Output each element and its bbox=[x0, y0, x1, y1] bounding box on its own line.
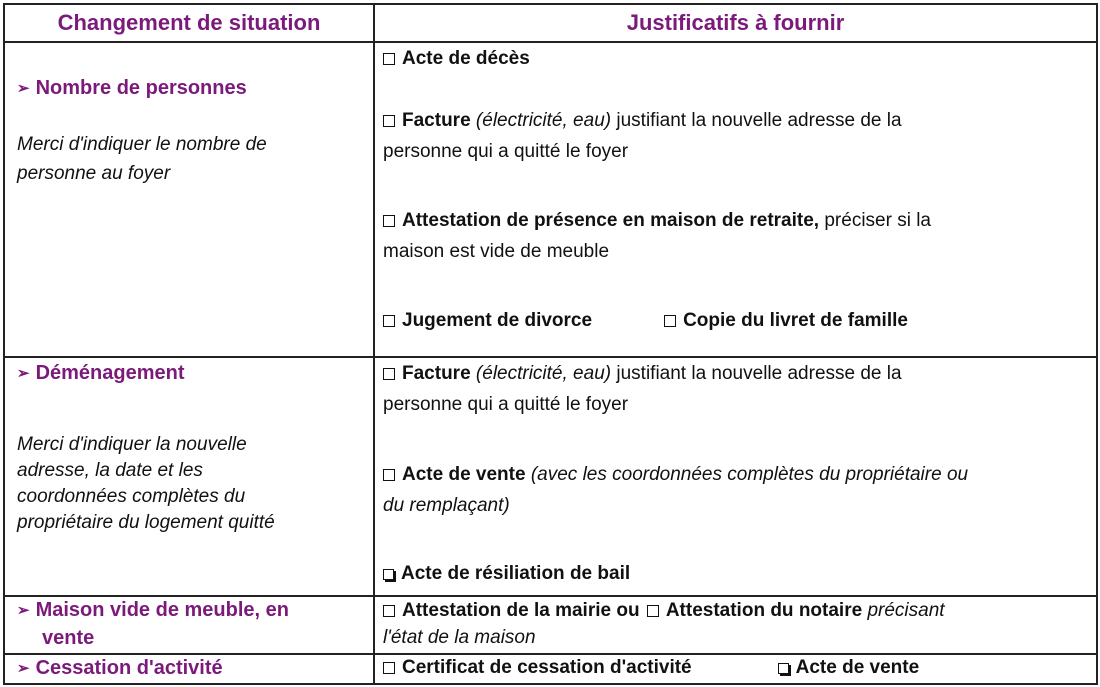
arrow-bullet-icon: ➢ bbox=[17, 602, 30, 619]
doc-item: Acte de décès bbox=[383, 43, 1096, 74]
doc-item: Attestation de présence en maison de retraite, préciser si la bbox=[383, 205, 1096, 236]
checkbox-icon bbox=[383, 368, 395, 380]
doc-item-pair: Certificat de cessation d'activité Acte de vente bbox=[383, 655, 1096, 681]
arrow-bullet-icon: ➢ bbox=[17, 660, 30, 677]
situation-note: Merci d'indiquer la nouvelle adresse, la date et les coordonnées complètes du propriétaire du logement quitté bbox=[17, 434, 275, 533]
arrow-bullet-icon: ➢ bbox=[17, 80, 30, 97]
checkbox-icon bbox=[383, 469, 395, 481]
doc-item-continued: personne qui a quitté le foyer bbox=[383, 394, 629, 415]
checkbox-icon bbox=[664, 315, 676, 327]
header-changement: Changement de situation bbox=[4, 4, 374, 42]
situation-cell bbox=[4, 654, 374, 684]
checkbox-icon bbox=[383, 315, 395, 327]
checkbox-icon bbox=[383, 605, 395, 617]
row-nombre-personnes bbox=[4, 42, 1097, 357]
situation-title: ➢ Cessation d'activité bbox=[17, 657, 223, 679]
checkbox-icon bbox=[647, 605, 659, 617]
situation-cell bbox=[4, 42, 374, 357]
doc-item-continued: du remplaçant) bbox=[383, 495, 510, 516]
header-justificatifs: Justificatifs à fournir bbox=[374, 4, 1097, 42]
doc-item: Acte de vente (avec les coordonnées complètes du propriétaire ou bbox=[383, 459, 1096, 490]
doc-item: Attestation de la mairie ou Attestation du notaire précisant bbox=[383, 597, 1096, 624]
situation-title: ➢ Déménagement bbox=[17, 362, 185, 384]
documents-cell bbox=[374, 42, 1097, 357]
checkbox-icon bbox=[383, 215, 395, 227]
situation-cell bbox=[4, 596, 374, 654]
doc-item: Facture (électricité, eau) justifiant la nouvelle adresse de la bbox=[383, 358, 1096, 389]
checkbox-icon bbox=[383, 662, 395, 674]
header-row bbox=[4, 4, 1097, 42]
doc-item-pair: Jugement de divorce Copie du livret de famille bbox=[383, 305, 1096, 336]
doc-item-continued: maison est vide de meuble bbox=[383, 241, 610, 262]
doc-item-continued: l'état de la maison bbox=[383, 627, 536, 648]
doc-item: Acte de résiliation de bail bbox=[383, 558, 1096, 589]
checkbox-icon bbox=[383, 569, 394, 580]
justificatifs-table bbox=[3, 3, 1098, 685]
row-maison-vide bbox=[4, 596, 1097, 654]
situation-title: ➢ Nombre de personnes bbox=[17, 77, 247, 99]
documents-cell bbox=[374, 596, 1097, 654]
row-demenagement bbox=[4, 357, 1097, 596]
doc-item-continued: personne qui a quitté le foyer bbox=[383, 141, 629, 162]
situation-title: ➢ Maison vide de meuble, en vente bbox=[17, 599, 289, 649]
situation-cell bbox=[4, 357, 374, 596]
row-cessation bbox=[4, 654, 1097, 684]
checkbox-icon bbox=[383, 53, 395, 65]
checkbox-icon bbox=[778, 663, 789, 674]
checkbox-icon bbox=[383, 115, 395, 127]
documents-cell bbox=[374, 654, 1097, 684]
doc-item: Facture (électricité, eau) justifiant la nouvelle adresse de la bbox=[383, 105, 1096, 136]
situation-note: Merci d'indiquer le nombre de personne au foyer bbox=[17, 134, 267, 184]
arrow-bullet-icon: ➢ bbox=[17, 365, 30, 382]
documents-cell bbox=[374, 357, 1097, 596]
